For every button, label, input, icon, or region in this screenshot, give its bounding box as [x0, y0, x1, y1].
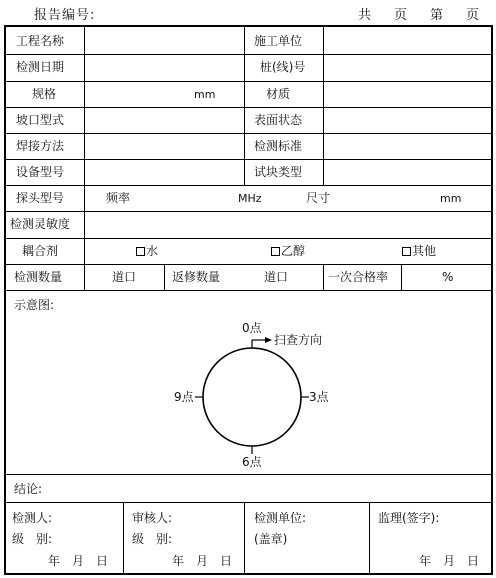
rule — [6, 238, 491, 239]
reviewer-level-label: 级 别: — [132, 532, 173, 546]
surface-state-label: 表面状态 — [254, 113, 303, 127]
equipment-model-label: 设备型号 — [16, 165, 65, 179]
rule — [323, 264, 324, 290]
inspector-level-label: 级 别: — [12, 532, 53, 546]
material-label: 材质 — [266, 87, 291, 101]
rule — [6, 54, 491, 55]
total-label: 共 — [358, 8, 373, 23]
rule — [6, 474, 491, 475]
test-date-label: 检测日期 — [16, 60, 65, 74]
rule — [123, 502, 124, 573]
checkbox-icon[interactable] — [136, 247, 145, 256]
sensitivity-label: 检测灵敏度 — [10, 217, 71, 231]
clock-9-label: 9点 — [174, 390, 194, 404]
block-type-label: 试块类型 — [254, 165, 303, 179]
spec-unit: mm — [194, 88, 216, 101]
repair-quantity-unit: 道口 — [264, 270, 289, 284]
couplant-water-option[interactable] — [136, 244, 158, 258]
rule — [244, 27, 245, 185]
report-header — [0, 0, 496, 24]
probe-model-label: 探头型号 — [16, 191, 65, 205]
size-label: 尺寸 — [306, 191, 331, 205]
seal-label: (盖章) — [254, 532, 288, 546]
nth-label: 第 — [430, 8, 445, 23]
first-pass-rate-label: 一次合格率 — [328, 270, 389, 284]
pile-number-label: 桩(线)号 — [260, 60, 306, 74]
frequency-label: 频率 — [106, 191, 131, 205]
conclusion-label: 结论: — [14, 482, 43, 496]
percent-sign: % — [442, 270, 454, 284]
rule — [84, 27, 85, 290]
couplant-other-option[interactable] — [402, 244, 436, 258]
inspector-date: 年 月 日 — [48, 554, 109, 568]
project-name-label: 工程名称 — [16, 34, 65, 48]
rule — [6, 264, 491, 265]
test-standard-label: 检测标准 — [254, 139, 303, 153]
reviewer-label: 审核人: — [132, 511, 173, 525]
page-label-2: 页 — [466, 8, 481, 23]
rule — [6, 133, 491, 134]
couplant-other-label: 其他 — [412, 244, 437, 258]
weld-circle — [203, 348, 301, 446]
clock-0-label: 0点 — [242, 321, 262, 335]
rule — [6, 211, 491, 212]
couplant-water-label: 水 — [146, 244, 159, 258]
rule — [323, 27, 324, 185]
rule — [6, 185, 491, 186]
size-unit: mm — [440, 192, 462, 205]
scan-direction-label: 扫查方向 — [274, 333, 323, 347]
supervisor-label: 监理(签字): — [378, 511, 440, 525]
couplant-label: 耦合剂 — [22, 244, 59, 258]
groove-type-label: 坡口型式 — [16, 113, 65, 127]
construction-unit-label: 施工单位 — [254, 34, 303, 48]
test-quantity-label: 检测数量 — [14, 270, 63, 284]
checkbox-icon[interactable] — [402, 247, 411, 256]
reviewer-date: 年 月 日 — [172, 554, 233, 568]
diagram-label: 示意图: — [14, 298, 55, 312]
rule — [244, 502, 245, 573]
weld-method-label: 焊接方法 — [16, 139, 65, 153]
frequency-unit: MHz — [238, 192, 262, 205]
checkbox-icon[interactable] — [271, 247, 280, 256]
inspector-label: 检测人: — [12, 511, 53, 525]
test-quantity-unit: 道口 — [112, 270, 137, 284]
rule — [6, 502, 491, 503]
rule — [401, 264, 402, 290]
spec-label: 规格 — [32, 87, 57, 101]
rule — [6, 81, 491, 82]
rule — [6, 159, 491, 160]
rule — [164, 264, 165, 290]
supervisor-date: 年 月 日 — [419, 554, 480, 568]
page-label: 页 — [394, 8, 409, 23]
couplant-ethanol-option[interactable] — [271, 244, 305, 258]
report-number-label: 报告编号: — [34, 8, 96, 23]
inspection-form — [4, 25, 493, 575]
rule — [6, 107, 491, 108]
couplant-ethanol-label: 乙醇 — [281, 244, 306, 258]
weld-circle-diagram — [6, 290, 491, 474]
repair-quantity-label: 返修数量 — [172, 270, 221, 284]
clock-6-label: 6点 — [242, 455, 262, 469]
page-count — [358, 4, 480, 23]
rule — [369, 502, 370, 573]
test-unit-label: 检测单位: — [254, 511, 307, 525]
clock-3-label: 3点 — [309, 390, 329, 404]
scan-arrow-icon — [265, 337, 272, 343]
